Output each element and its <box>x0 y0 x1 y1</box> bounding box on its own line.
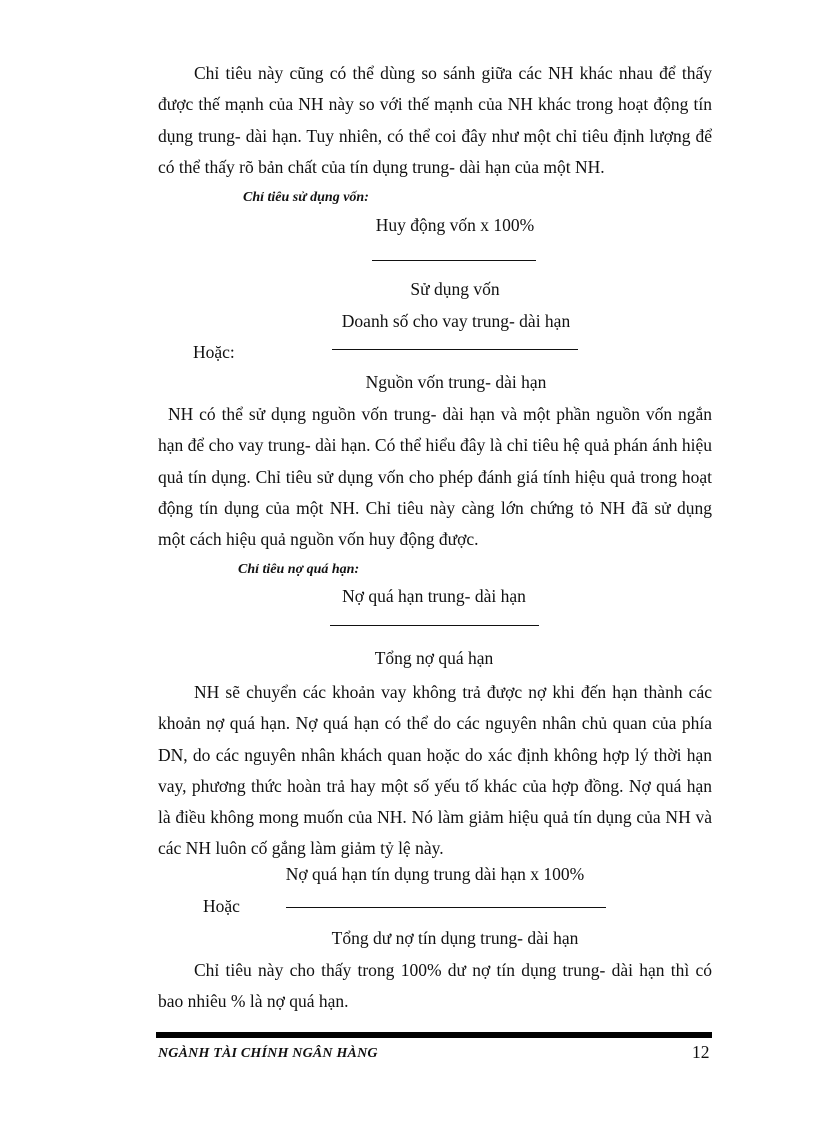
paragraph-interpretation: Chỉ tiêu này cho thấy trong 100% dư nợ tín dụng trung- dài hạn thì có bao nhiêu % là nợ quá hạn. <box>158 960 712 1012</box>
footer-title: NGÀNH TÀI CHÍNH NGÂN HÀNG <box>158 1046 378 1061</box>
heading-capital-use: Chỉ tiêu sử dụng vốn: <box>243 190 369 205</box>
formula2-label: Hoặc: <box>193 342 235 362</box>
formula2-denominator: Nguồn vốn trung- dài hạn <box>365 372 547 392</box>
formula1-denominator: Sử dụng vốn <box>410 279 500 299</box>
formula4-fraction-bar <box>286 907 606 908</box>
footer-divider <box>156 1032 712 1038</box>
formula4-denominator: Tổng dư nợ tín dụng trung- dài hạn <box>331 928 579 948</box>
heading-overdue-debt: Chỉ tiêu nợ quá hạn: <box>238 562 360 577</box>
paragraph-overdue-debt: NH sẽ chuyển các khoản vay không trả được nợ khi đến hạn thành các khoản nợ quá hạn. Nợ quá hạn có thể do các nguyên nhân chủ quan của phía DN, do các nguyên nhân khách quan hoặc do xác định không hợp lý thời hạn vay, phương thức hoàn trả hay một số yếu tố khác của hợp đồng. Nợ quá hạn là điều không mong muốn của NH. Nó làm giảm hiệu quả tín dụng của NH và các NH luôn cố gắng làm giảm tỷ lệ này. <box>158 682 712 859</box>
paragraph-comparison: Chỉ tiêu này cũng có thể dùng so sánh giữa các NH khác nhau để thấy được thế mạnh của NH này so với thế mạnh của NH khác trong hoạt động tín dụng trung- dài hạn. Tuy nhiên, có thể coi đây như một chỉ tiêu định lượng để có thể thấy rõ bản chất của tín dụng trung- dài hạn của một NH. <box>158 63 712 177</box>
formula2-numerator: Doanh số cho vay trung- dài hạn <box>341 311 571 331</box>
formula1-fraction-bar <box>372 260 536 261</box>
paragraph-capital-use: NH có thể sử dụng nguồn vốn trung- dài hạn và một phần nguồn vốn ngắn hạn để cho vay trung- dài hạn. Có thể hiểu đây là chỉ tiêu hệ quả phán ánh hiệu quả tín dụng. Chỉ tiêu sử dụng vốn cho phép đánh giá tính hiệu quả trong hoạt động tín dụng của một NH. Chỉ tiêu này càng lớn chứng tỏ NH đã sử dụng một cách hiệu quả nguồn vốn huy động được. <box>158 404 712 550</box>
formula4-numerator: Nợ quá hạn tín dụng trung dài hạn x 100% <box>285 864 585 884</box>
formula1-numerator: Huy động vốn x 100% <box>375 215 535 235</box>
formula4-label: Hoặc <box>203 896 240 916</box>
formula3-fraction-bar <box>330 625 539 626</box>
formula3-numerator: Nợ quá hạn trung- dài hạn <box>342 586 526 606</box>
page-number: 12 <box>692 1042 710 1062</box>
formula3-denominator: Tổng nợ quá hạn <box>374 648 494 668</box>
formula2-fraction-bar <box>332 349 578 350</box>
